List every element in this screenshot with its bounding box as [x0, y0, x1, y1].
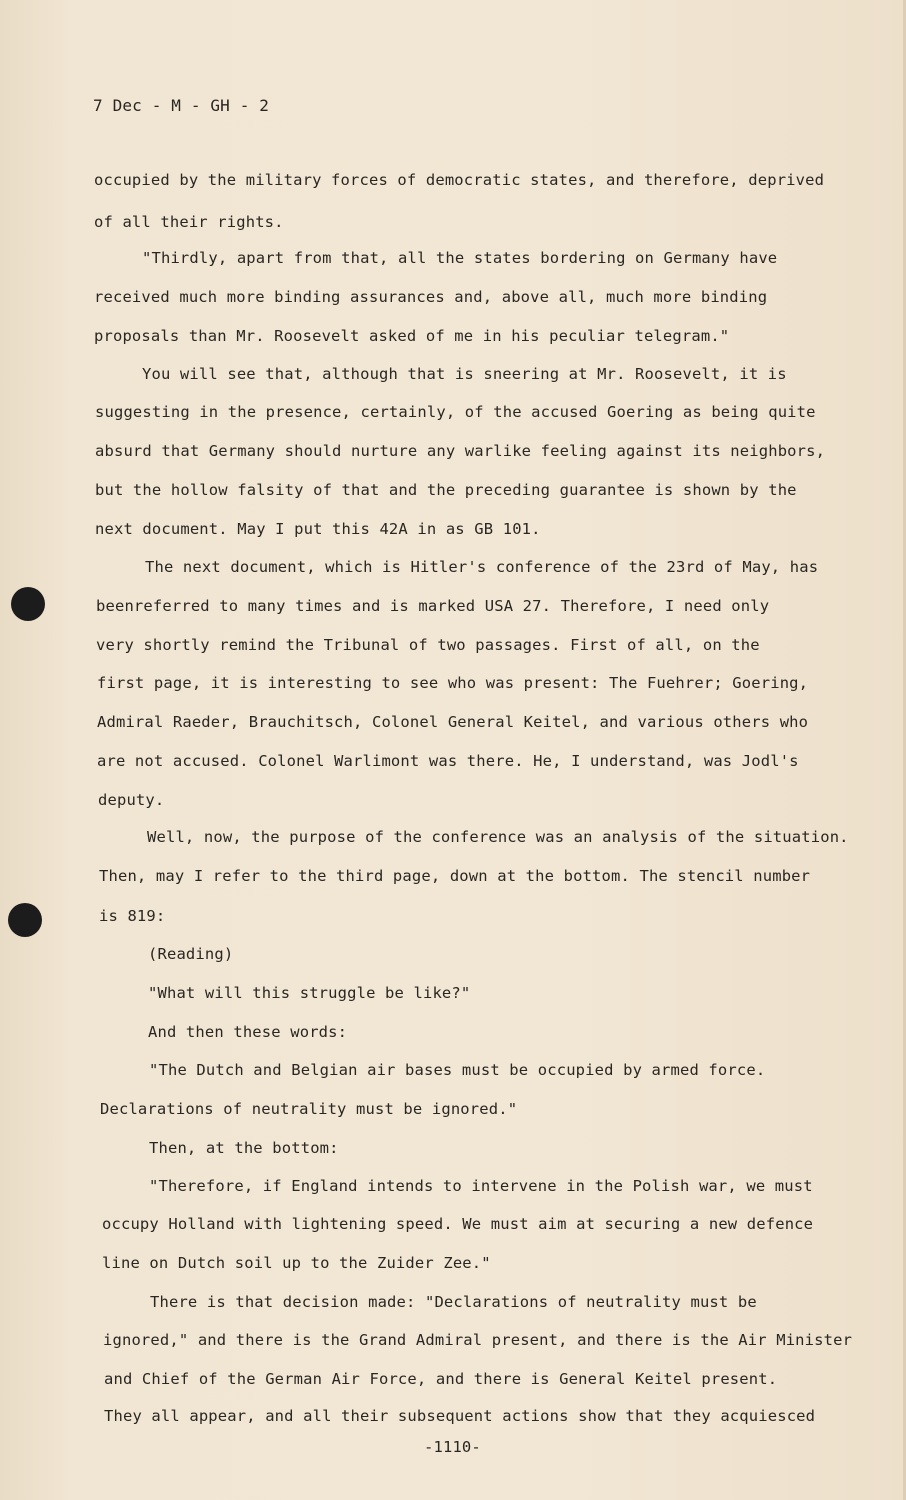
page-number: -1110- — [424, 1438, 481, 1456]
text-line: next document. May I put this 42A in as GB 101. — [95, 520, 541, 538]
punch-hole-top — [11, 587, 45, 621]
text-line: first page, it is interesting to see who was present: The Fuehrer; Goering, — [97, 674, 809, 692]
text-line: received much more binding assurances and, above all, much more binding — [94, 288, 768, 306]
text-line: The next document, which is Hitler's conference of the 23rd of May, has — [145, 558, 819, 576]
text-line: occupy Holland with lightening speed. We must aim at securing a new defence — [102, 1215, 814, 1233]
text-line: Admiral Raeder, Brauchitsch, Colonel General Keitel, and various others who — [97, 713, 809, 731]
text-line: Then, may I refer to the third page, down at the bottom. The stencil number — [99, 867, 811, 885]
text-line: line on Dutch soil up to the Zuider Zee." — [102, 1254, 491, 1272]
text-line: and Chief of the German Air Force, and there is General Keitel present. — [104, 1370, 778, 1388]
text-line: "Therefore, if England intends to intervene in the Polish war, we must — [149, 1177, 813, 1195]
text-line: but the hollow falsity of that and the preceding guarantee is shown by the — [95, 481, 797, 499]
text-line: occupied by the military forces of democratic states, and therefore, deprived — [94, 171, 825, 189]
text-line: "What will this struggle be like?" — [148, 984, 471, 1002]
text-line: proposals than Mr. Roosevelt asked of me in his peculiar telegram." — [94, 327, 730, 345]
text-line: (Reading) — [148, 945, 234, 963]
punch-hole-bottom — [8, 903, 42, 937]
text-line: There is that decision made: "Declarations of neutrality must be — [150, 1293, 757, 1311]
text-line: is 819: — [99, 907, 166, 925]
text-line: very shortly remind the Tribunal of two passages. First of all, on the — [96, 636, 760, 654]
text-line: "Thirdly, apart from that, all the states bordering on Germany have — [142, 249, 778, 267]
text-line: Then, at the bottom: — [149, 1139, 339, 1157]
text-line: of all their rights. — [94, 213, 284, 231]
text-line: "The Dutch and Belgian air bases must be occupied by armed force. — [149, 1061, 766, 1079]
text-line: are not accused. Colonel Warlimont was there. He, I understand, was Jodl's — [97, 752, 799, 770]
text-line: suggesting in the presence, certainly, of the accused Goering as being quite — [95, 403, 816, 421]
text-line: Well, now, the purpose of the conference was an analysis of the situation. — [147, 828, 849, 846]
text-line: beenreferred to many times and is marked USA 27. Therefore, I need only — [96, 597, 770, 615]
text-line: ignored," and there is the Grand Admiral present, and there is the Air Minister — [103, 1331, 853, 1349]
text-line: You will see that, although that is sneering at Mr. Roosevelt, it is — [142, 365, 787, 383]
text-line: deputy. — [98, 791, 165, 809]
text-line: They all appear, and all their subsequent actions show that they acquiesced — [104, 1407, 816, 1425]
page-header-reference: 7 Dec - M - GH - 2 — [93, 96, 270, 115]
text-line: absurd that Germany should nurture any warlike feeling against its neighbors, — [95, 442, 826, 460]
text-line: Declarations of neutrality must be ignored." — [100, 1100, 518, 1118]
text-line: And then these words: — [148, 1023, 348, 1041]
